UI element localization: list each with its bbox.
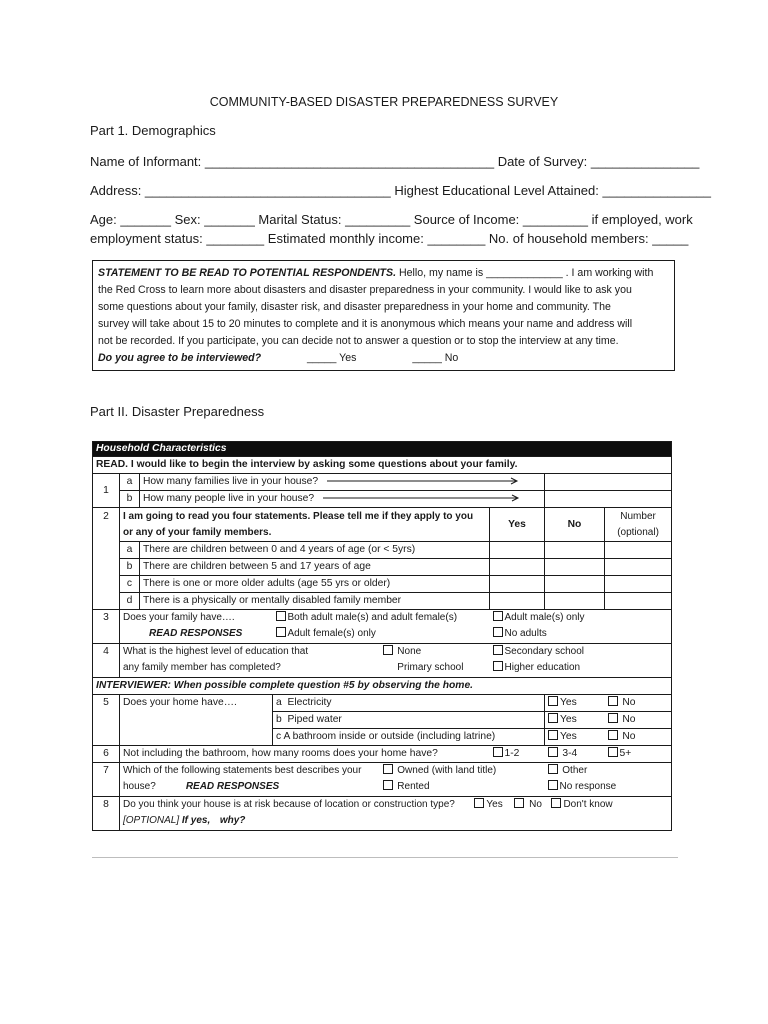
q5b-label: Piped water: [287, 714, 342, 725]
q5-number: 5: [93, 695, 120, 746]
page-divider: [92, 857, 678, 858]
age-line: Age: _______ Sex: _______ Marital Status: _________ Source of Income: _________ if employed, work: [90, 212, 693, 227]
q3-label: Does your family have….: [123, 612, 235, 623]
employment-line: employment status: ________ Estimated monthly income: ________ No. of household members: _____: [90, 231, 689, 246]
q7-number: 7: [93, 763, 120, 797]
q2-line-2: or any of your family members.: [123, 526, 272, 538]
q4-opt1-label: None: [397, 646, 422, 657]
q7-opt1[interactable]: [383, 763, 542, 779]
statement-line-3: some questions about your family, disaster risk, and disaster preparedness in your home and community. The: [98, 301, 611, 313]
q3-opt2[interactable]: [276, 626, 487, 642]
q3-opt3-label: Adult male(s) only: [504, 612, 585, 623]
q7-opt2[interactable]: [383, 779, 542, 795]
q1b-letter: b: [120, 491, 140, 508]
q4-opt4-label: Higher education: [504, 662, 581, 673]
consent-no[interactable]: _____ No: [412, 352, 459, 364]
checkbox-icon[interactable]: [383, 645, 393, 655]
q8-opt2-label: No: [529, 799, 542, 810]
q8-why: why?: [219, 815, 246, 826]
q7-opt4[interactable]: [548, 779, 669, 795]
checkbox-icon[interactable]: [548, 764, 558, 774]
q5c-label: A bathroom inside or outside (including latrine): [283, 731, 496, 742]
q5c-text: [273, 729, 545, 746]
q1a-text: [140, 474, 545, 491]
q5a-letter: a: [276, 697, 282, 708]
q7-opt3[interactable]: [548, 763, 669, 779]
q7-options-a: [380, 763, 545, 797]
q8-number: 8: [93, 797, 120, 831]
checkbox-icon[interactable]: [493, 661, 503, 671]
survey-title: COMMUNITY-BASED DISASTER PREPAREDNESS SURVEY: [209, 95, 559, 109]
q2d-letter: d: [120, 593, 140, 610]
address-line: Address: __________________________________ Highest Educational Level Attained: _______________: [90, 183, 711, 198]
q4-line-1: What is the highest level of education that: [123, 646, 309, 657]
q7-line-1: Which of the following statements best describes your: [123, 765, 362, 776]
q5b-yes-label: Yes: [560, 714, 577, 725]
checkbox-icon[interactable]: [551, 798, 561, 808]
q8-optional: [OPTIONAL]: [123, 815, 180, 826]
q7-opt4-label: No response: [559, 781, 617, 792]
q5a-no-label: No: [622, 697, 636, 708]
q3-opt2-label: Adult female(s) only: [287, 628, 376, 639]
col-no: No: [545, 508, 605, 542]
q2c-yes[interactable]: [490, 576, 545, 593]
q2b-text: There are children between 5 and 17 years of age: [140, 559, 490, 576]
q5b-no[interactable]: [605, 712, 672, 729]
q6-opt3[interactable]: [605, 746, 672, 763]
q4-opt3[interactable]: [493, 644, 669, 660]
statement-line-4: survey will take about 15 to 20 minutes to complete and it is anonymous which means your name and address will: [98, 318, 633, 330]
q5a-no[interactable]: [605, 695, 672, 712]
col-number-label: Number: [620, 510, 656, 522]
q2b-yes[interactable]: [490, 559, 545, 576]
q4-opt4[interactable]: [493, 660, 669, 676]
q2-text: [120, 508, 490, 542]
checkbox-icon[interactable]: [474, 798, 484, 808]
checkbox-icon[interactable]: [608, 696, 618, 706]
q2a-yes[interactable]: [490, 542, 545, 559]
q6-number: 6: [93, 746, 120, 763]
q8-opt3-label: Don't know: [563, 799, 613, 810]
checkbox-icon[interactable]: [608, 713, 618, 723]
q4-number: 4: [93, 644, 120, 678]
q3-text: [120, 610, 273, 644]
q6-opt3-label: 5+: [619, 748, 632, 759]
consent-yes[interactable]: _____ Yes: [306, 352, 357, 364]
q4-opt1[interactable]: [383, 644, 487, 660]
statement-text-1: Hello, my name is _____________ . I am working with: [398, 267, 654, 279]
q4-opt2[interactable]: [383, 660, 487, 676]
q8-line-1: Do you think your house is at risk because of location or construction type?: [123, 799, 455, 810]
q3-opt1[interactable]: [276, 610, 487, 626]
checkbox-icon[interactable]: [276, 627, 286, 637]
q5-text: Does your home have….: [120, 695, 273, 746]
q2a-text: There are children between 0 and 4 years of age (or < 5yrs): [140, 542, 490, 559]
checkbox-icon[interactable]: [383, 780, 393, 790]
checkbox-icon[interactable]: [548, 730, 558, 740]
statement-line-5: not be recorded. If you participate, you can decide not to answer a question or to stop the interview at any time.: [98, 335, 619, 347]
q8-if-yes: If yes,: [181, 815, 211, 826]
q3-opt4[interactable]: [493, 626, 669, 642]
part2-heading: Part II. Disaster Preparedness: [90, 404, 265, 419]
q1b-text: [140, 491, 545, 508]
q7-line-2: house?: [123, 781, 156, 792]
q6-opt2[interactable]: [545, 746, 605, 763]
checkbox-icon[interactable]: [383, 764, 393, 774]
q6-text: Not including the bathroom, how many rooms does your home have?: [120, 746, 490, 763]
checkbox-icon[interactable]: [608, 730, 618, 740]
q3-opt3[interactable]: [493, 610, 669, 626]
q7-read: READ RESPONSES: [185, 781, 280, 792]
q1-number: 1: [93, 474, 120, 508]
q4-text: [120, 644, 380, 678]
q3-opt4-label: No adults: [504, 628, 547, 639]
q4-opt3-label: Secondary school: [504, 646, 584, 657]
statement-line-1: [98, 265, 669, 282]
q1a-label: How many families live in your house?: [143, 476, 319, 487]
q4-opt2-label: Primary school: [397, 662, 464, 673]
q1b-arrow-icon: [317, 494, 522, 502]
checkbox-icon[interactable]: [514, 798, 524, 808]
statement-lead: STATEMENT TO BE READ TO POTENTIAL RESPONDENTS.: [98, 267, 397, 279]
q2d-number[interactable]: [605, 593, 672, 610]
q5c-letter: c: [276, 731, 282, 742]
q8-text: [120, 797, 672, 831]
table-header: Household Characteristics: [93, 442, 672, 457]
q5b-text: [273, 712, 545, 729]
q3-opt1-label: Both adult male(s) and adult female(s): [287, 612, 458, 623]
q2d-text: There is a physically or mentally disabled family member: [140, 593, 490, 610]
q5a-yes[interactable]: [545, 695, 605, 712]
q1a-arrow-icon: [321, 477, 521, 485]
q1a-letter: a: [120, 474, 140, 491]
q7-opt1-label: Owned (with land title): [397, 765, 497, 776]
q2-number: 2: [93, 508, 120, 610]
col-number: [605, 508, 672, 542]
q3-read: READ RESPONSES: [149, 628, 243, 639]
household-table: [92, 441, 672, 831]
q4-options-b: [490, 644, 672, 678]
q5c-yes[interactable]: [545, 729, 605, 746]
q2c-letter: c: [120, 576, 140, 593]
q2a-letter: a: [120, 542, 140, 559]
checkbox-icon[interactable]: [276, 611, 286, 621]
informant-line: Name of Informant: ________________________________________ Date of Survey: _______________: [90, 154, 700, 169]
q8-opt3[interactable]: [551, 799, 612, 810]
q2b-letter: b: [120, 559, 140, 576]
q2d-no[interactable]: [545, 593, 605, 610]
q5a-text: [273, 695, 545, 712]
q6-opt1[interactable]: [490, 746, 545, 763]
q2d-yes[interactable]: [490, 593, 545, 610]
q8-opt1-label: Yes: [486, 799, 503, 810]
checkbox-icon[interactable]: [493, 611, 503, 621]
q5a-label: Electricity: [287, 697, 332, 708]
q5c-no-label: No: [622, 731, 636, 742]
q2c-no[interactable]: [545, 576, 605, 593]
q6-opt1-label: 1-2: [504, 748, 520, 759]
read-intro: READ. I would like to begin the interview by asking some questions about your family.: [93, 457, 672, 474]
part1-heading: Part 1. Demographics: [90, 123, 216, 138]
q2b-no[interactable]: [545, 559, 605, 576]
q7-opt2-label: Rented: [397, 781, 430, 792]
q5c-no[interactable]: [605, 729, 672, 746]
checkbox-icon[interactable]: [608, 747, 618, 757]
q7-options-b: [545, 763, 672, 797]
q2c-number[interactable]: [605, 576, 672, 593]
q3-number: 3: [93, 610, 120, 644]
checkbox-icon[interactable]: [493, 645, 503, 655]
checkbox-icon[interactable]: [493, 627, 503, 637]
consent-line: [98, 350, 669, 367]
checkbox-icon[interactable]: [548, 696, 558, 706]
q6-opt2-label: 3-4: [562, 748, 578, 759]
q1b-label: How many people live in your house?: [143, 493, 315, 504]
q5b-letter: b: [276, 714, 282, 725]
interviewer-note: INTERVIEWER: When possible complete question #5 by observing the home.: [93, 678, 672, 695]
q8-opt2[interactable]: [514, 799, 542, 810]
q5b-yes[interactable]: [545, 712, 605, 729]
col-yes: Yes: [490, 508, 545, 542]
q5a-yes-label: Yes: [560, 697, 577, 708]
q1b-answer[interactable]: [545, 491, 672, 508]
checkbox-icon[interactable]: [493, 747, 503, 757]
checkbox-icon[interactable]: [548, 780, 558, 790]
q4-options-a: [380, 644, 490, 678]
q7-opt3-label: Other: [562, 765, 588, 776]
q4-line-2: any family member has completed?: [123, 662, 281, 673]
q5b-no-label: No: [622, 714, 636, 725]
q2a-no[interactable]: [545, 542, 605, 559]
q5c-yes-label: Yes: [560, 731, 577, 742]
q7-text: [120, 763, 380, 797]
statement-line-2: the Red Cross to learn more about disasters and disaster preparedness in your community. I would like to ask you: [98, 284, 632, 296]
q1a-answer[interactable]: [545, 474, 672, 491]
q8-opt1[interactable]: [474, 799, 502, 810]
consent-question: Do you agree to be interviewed?: [98, 352, 262, 364]
statement-box: [92, 260, 675, 371]
q2a-number[interactable]: [605, 542, 672, 559]
col-optional-label: (optional): [617, 526, 659, 538]
q3-options-b: [490, 610, 672, 644]
checkbox-icon[interactable]: [548, 713, 558, 723]
q2-line-1: I am going to read you four statements. Please tell me if they apply to you: [123, 510, 474, 522]
q2c-text: There is one or more older adults (age 55 yrs or older): [140, 576, 490, 593]
checkbox-icon[interactable]: [548, 747, 558, 757]
q3-options-a: [273, 610, 490, 644]
q2b-number[interactable]: [605, 559, 672, 576]
